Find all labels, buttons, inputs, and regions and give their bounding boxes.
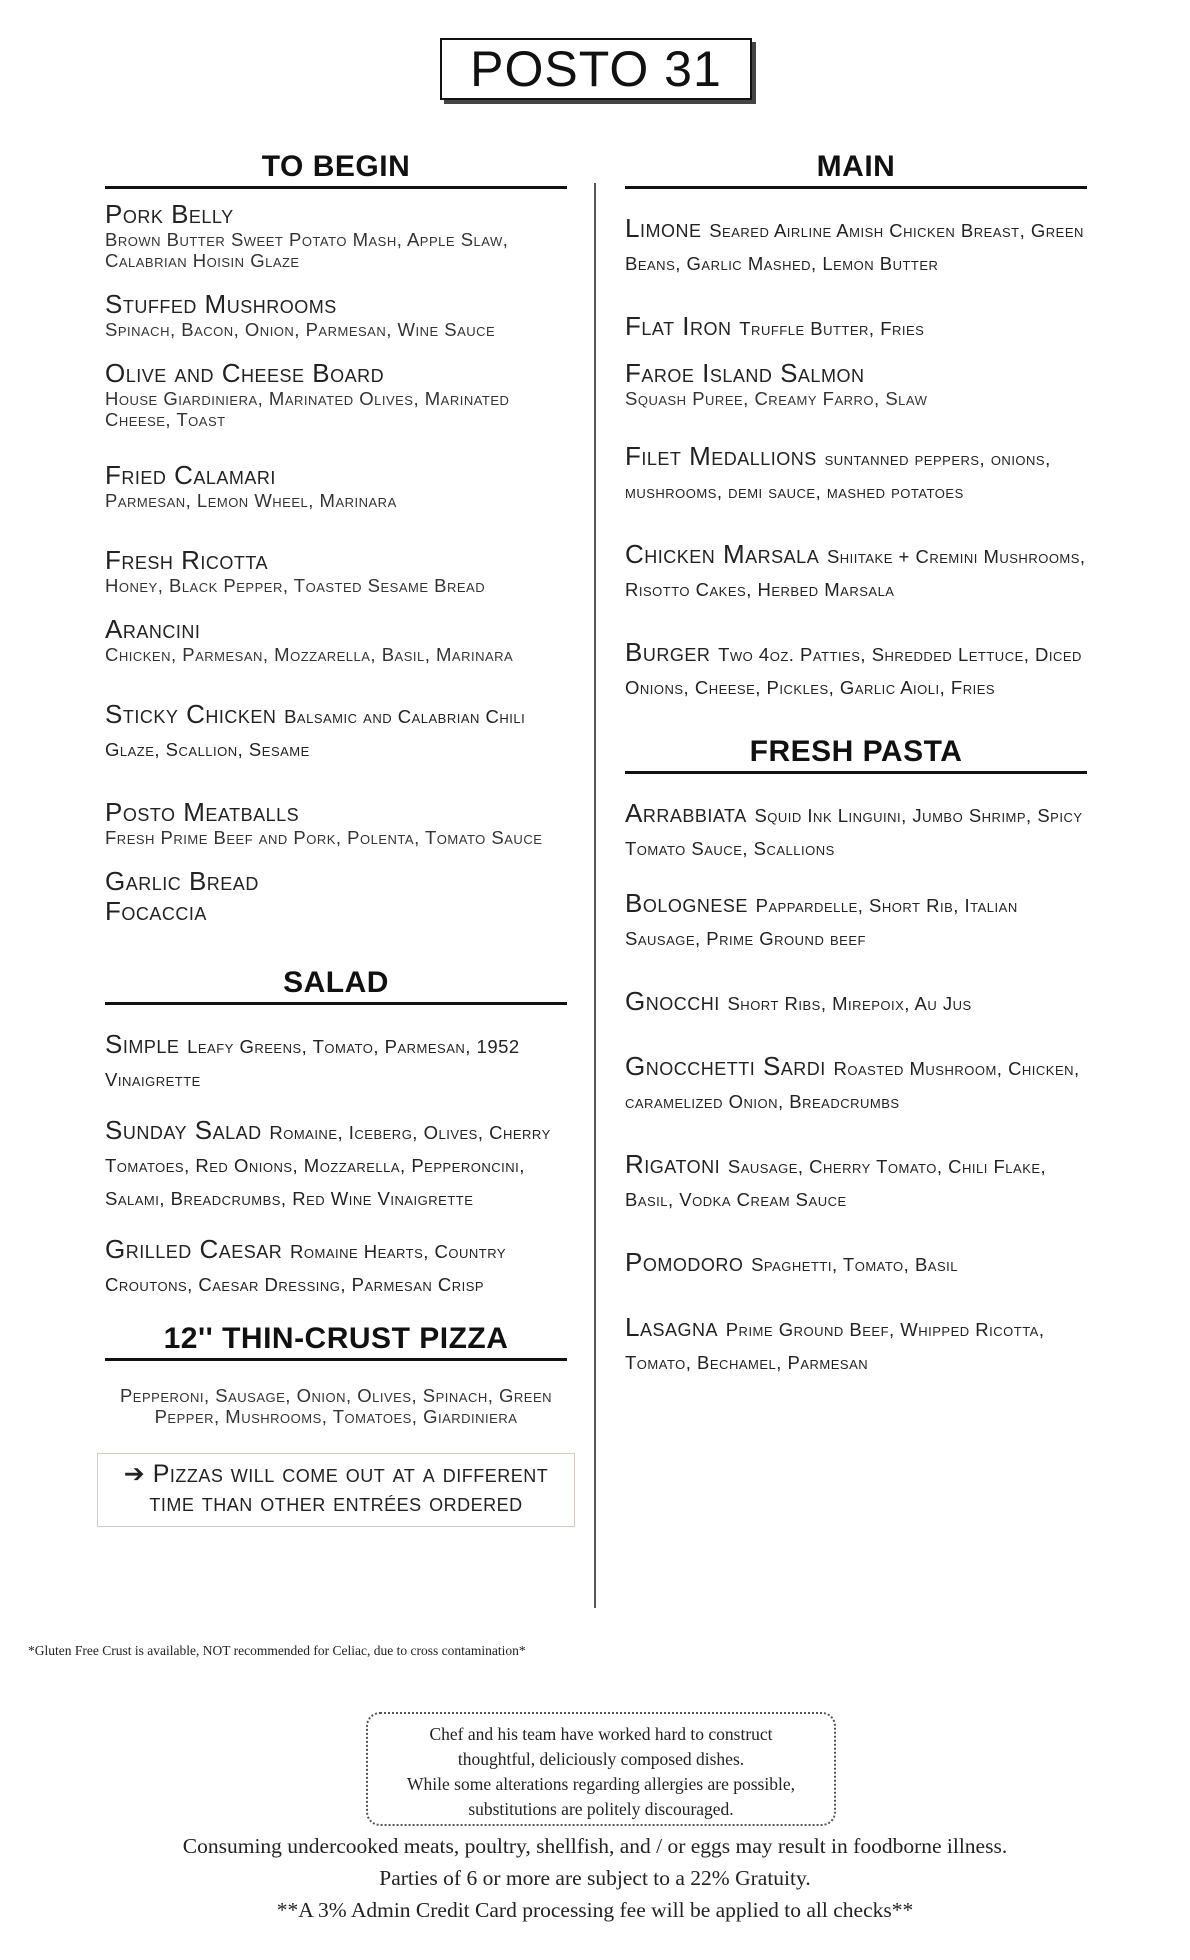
item-name-text: Simple [105, 1029, 180, 1059]
item-name-text: Lasagna [625, 1312, 718, 1342]
item-name: Pork Belly [105, 199, 234, 229]
menu-item [625, 1051, 1087, 1117]
item-description: Spaghetti, Tomato, Basil [751, 1254, 958, 1275]
left-column [105, 150, 567, 1527]
item-name [625, 441, 1087, 507]
section-heading-pizza: 12'' THIN-CRUST PIZZA [105, 1322, 567, 1361]
item-description: Leafy Greens, Tomato, Parmesan, 1952 Vinaigrette [105, 1036, 520, 1090]
item-description: Short Ribs, Mirepoix, Au Jus [727, 993, 972, 1014]
item-description: Chicken, Parmesan, Mozzarella, Basil, Marinara [105, 644, 514, 665]
gluten-free-note: *Gluten Free Crust is available, NOT recommended for Celiac, due to cross contamination* [28, 1643, 526, 1658]
item-name-text: Sticky Chicken [105, 699, 277, 729]
item-name-text: Gnocchetti Sardi [625, 1051, 826, 1081]
item-name-text: Chicken Marsala [625, 539, 820, 569]
item-name [105, 1234, 567, 1300]
item-name [105, 699, 567, 765]
item-description: Romaine Hearts, Country Croutons, Caesar Dressing, Parmesan Crisp [105, 1241, 507, 1295]
item-name [625, 1312, 1087, 1378]
credit-card-fee-note: **A 3% Admin Credit Card processing fee will be applied to all checks** [276, 1898, 914, 1922]
item-description: Parmesan, Lemon Wheel, Marinara [105, 490, 397, 511]
item-description: House Giardiniera, Marinated Olives, Marinated Cheese, Toast [105, 388, 510, 430]
menu-item [625, 637, 1087, 703]
item-name-text: Rigatoni [625, 1149, 721, 1179]
menu-item [105, 460, 567, 511]
chef-note-line: substitutions are politely discouraged. [468, 1799, 734, 1819]
item-name-text: Sunday Salad [105, 1115, 262, 1145]
item-name [625, 798, 1087, 864]
chef-note-line: Chef and his team have worked hard to construct [429, 1724, 773, 1744]
item-description: Pappardelle, Short Rib, Italian Sausage, Prime Ground beef [625, 895, 1018, 949]
menu-item [105, 699, 567, 765]
item-name-text: Burger [625, 637, 711, 667]
menu-item [625, 213, 1087, 279]
item-name-text: Grilled Caesar [105, 1234, 283, 1264]
item-name [625, 1247, 1087, 1280]
section-heading-to-begin: TO BEGIN [105, 150, 567, 189]
item-description: Squash Puree, Creamy Farro, Slaw [625, 388, 928, 409]
menu-item [105, 896, 567, 926]
item-description: Balsamic and Calabrian Chili Glaze, Scallion, Sesame [105, 706, 526, 760]
menu-item [105, 614, 567, 665]
item-name-text: Filet Medallions [625, 441, 817, 471]
menu-item [105, 866, 567, 896]
menu-item [105, 358, 567, 430]
item-name: Olive and Cheese Board [105, 358, 385, 388]
restaurant-title: POSTO 31 [440, 38, 752, 100]
item-name: Fried Calamari [105, 460, 276, 490]
menu-item [625, 798, 1087, 864]
item-name [105, 1029, 567, 1095]
item-description: Seared Airline Amish Chicken Breast, Green Beans, Garlic Mashed, Lemon Butter [625, 220, 1084, 274]
item-name [625, 986, 1087, 1019]
menu-item [625, 1247, 1087, 1280]
pizza-timing-note [97, 1453, 575, 1527]
chef-note-line: thoughtful, deliciously composed dishes. [457, 1749, 745, 1769]
item-name-text: Arrabbiata [625, 798, 747, 828]
menu-item [105, 1234, 567, 1300]
item-name: Faroe Island Salmon [625, 358, 865, 388]
chef-note-box [366, 1712, 836, 1826]
item-name [625, 888, 1087, 954]
item-name-text: Bolognese [625, 888, 748, 918]
item-description: Sausage, Cherry Tomato, Chili Flake, Basil, Vodka Cream Sauce [625, 1156, 1047, 1210]
item-name [625, 637, 1087, 703]
item-description: Truffle Butter, Fries [739, 318, 925, 339]
menu-item [105, 1115, 567, 1214]
menu-item [625, 441, 1087, 507]
item-name [625, 213, 1087, 279]
item-description: Roasted Mushroom, Chicken, caramelized Onion, Breadcrumbs [625, 1058, 1080, 1112]
pizza-toppings: Pepperoni, Sausage, Onion, Olives, Spinach, Green Pepper, Mushrooms, Tomatoes, Giardiniera [119, 1385, 553, 1427]
item-name-text: Limone [625, 213, 702, 243]
item-description: Honey, Black Pepper, Toasted Sesame Bread [105, 575, 486, 596]
item-name-text: Flat Iron [625, 311, 732, 341]
item-name [625, 311, 1087, 344]
item-name: Focaccia [105, 896, 207, 926]
item-description: Romaine, Iceberg, Olives, Cherry Tomatoes, Red Onions, Mozzarella, Pepperoncini, Salami, Breadcrumbs, Red Wine Vinaigrette [105, 1122, 551, 1209]
section-heading-salad: SALAD [105, 966, 567, 1005]
food-safety-warning: Consuming undercooked meats, poultry, shellfish, and / or eggs may result in foodborne illness. [182, 1834, 1008, 1858]
item-name [105, 1115, 567, 1214]
right-column [625, 150, 1087, 1378]
item-name: Garlic Bread [105, 866, 259, 896]
item-name-text: Gnocchi [625, 986, 720, 1016]
menu-item [625, 358, 1087, 409]
section-heading-main: MAIN [625, 150, 1087, 189]
item-name: Fresh Ricotta [105, 545, 269, 575]
section-heading-fresh-pasta: FRESH PASTA [625, 735, 1087, 774]
item-description: Prime Ground Beef, Whipped Ricotta, Tomato, Bechamel, Parmesan [625, 1319, 1045, 1373]
item-description: Squid Ink Linguini, Jumbo Shrimp, Spicy Tomato Sauce, Scallions [625, 805, 1083, 859]
menu-item [105, 199, 567, 271]
menu-item [625, 539, 1087, 605]
menu-item [105, 289, 567, 340]
item-name: Arancini [105, 614, 201, 644]
item-name-text: Pomodoro [625, 1247, 744, 1277]
menu-item [625, 1312, 1087, 1378]
item-name [625, 539, 1087, 605]
menu-item [105, 1029, 567, 1095]
item-description: Brown Butter Sweet Potato Mash, Apple Slaw, Calabrian Hoisin Glaze [105, 229, 509, 271]
item-description: Spinach, Bacon, Onion, Parmesan, Wine Sauce [105, 319, 496, 340]
pizza-note-text: Pizzas will come out at a different time than other entrées ordered [149, 1460, 549, 1517]
item-description: Fresh Prime Beef and Pork, Polenta, Tomato Sauce [105, 827, 543, 848]
item-description: suntanned peppers, onions, mushrooms, demi sauce, mashed potatoes [625, 448, 1051, 502]
item-name: Stuffed Mushrooms [105, 289, 337, 319]
menu-item [625, 888, 1087, 954]
menu-item [625, 311, 1087, 344]
column-divider [594, 183, 596, 1608]
item-description: Shiitake + Cremini Mushrooms, Risotto Cakes, Herbed Marsala [625, 546, 1086, 600]
item-name [625, 1051, 1087, 1117]
menu-item [625, 986, 1087, 1019]
gratuity-note: Parties of 6 or more are subject to a 22% Gratuity. [379, 1866, 811, 1890]
menu-item [105, 797, 567, 848]
item-description: Two 4oz. Patties, Shredded Lettuce, Diced Onions, Cheese, Pickles, Garlic Aioli, Fries [625, 644, 1082, 698]
chef-note-line: While some alterations regarding allergies are possible, [407, 1774, 795, 1794]
arrow-right-icon: ➔ [123, 1460, 146, 1488]
menu-item [625, 1149, 1087, 1215]
item-name [625, 1149, 1087, 1215]
menu-item [105, 545, 567, 596]
item-name: Posto Meatballs [105, 797, 300, 827]
